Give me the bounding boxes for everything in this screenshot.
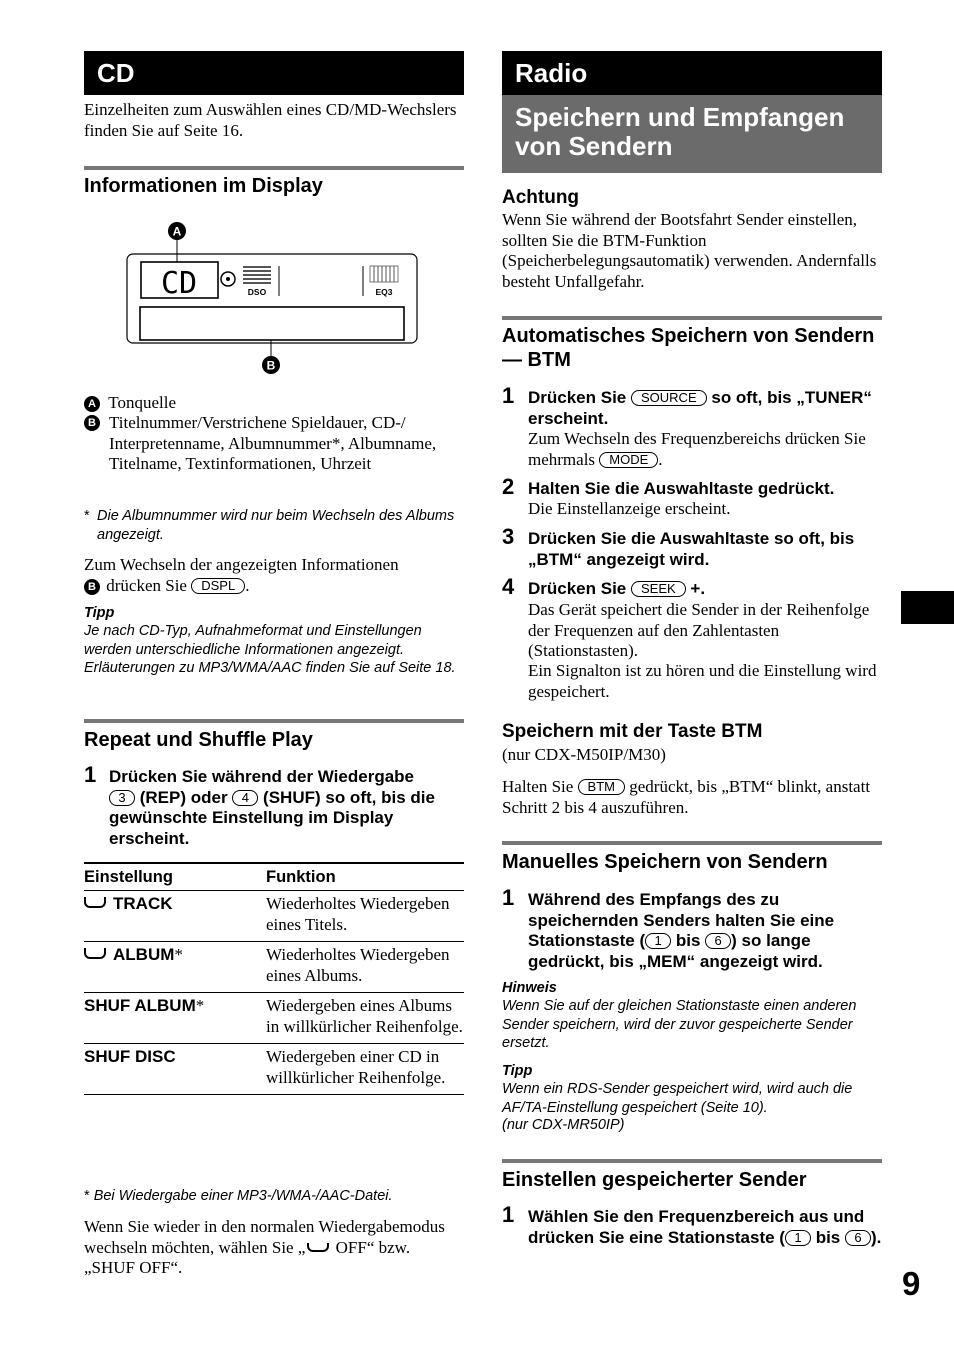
- repeat-rule: [84, 719, 464, 723]
- eq3-indicator: [370, 266, 398, 297]
- callout-b: [262, 340, 280, 374]
- footnote-1: * Die Albumnummer wird nur beim Wechseln des Albums angezeigt.: [84, 508, 455, 543]
- label-b-icon: B: [84, 415, 100, 431]
- dso-indicator: [243, 266, 271, 297]
- btm-heading: Automatisches Speichern von Sendern — BTM: [502, 325, 875, 371]
- btm-key-heading: Speichern mit der Taste BTM: [502, 721, 763, 742]
- btm-key-text: Halten Sie BTM gedrückt, bis „BTM“ blinkt, anstatt Schritt 2 bis 4 auszuführen.: [502, 777, 871, 817]
- svg-text:EQ3: EQ3: [375, 287, 393, 297]
- repeat-icon: [307, 1243, 329, 1252]
- tipp-model-right: (nur CDX-MR50IP): [502, 1117, 625, 1133]
- footnote-2: * Bei Wiedergabe einer MP3-/WMA-/AAC-Datei.: [84, 1188, 393, 1204]
- repeat-step-1: Drücken Sie während der Wiedergabe 3 (REP) oder 4 (SHUF) so oft, bis die gewünschte Einstellung im Display erscheint.: [109, 767, 435, 848]
- legend-a-text: Tonquelle: [108, 393, 176, 412]
- label-a-icon: A: [84, 396, 100, 412]
- tipp-title-left: Tipp: [84, 605, 115, 621]
- repeat-heading: Repeat und Shuffle Play: [84, 729, 313, 751]
- recall-step-1-num: 1: [502, 1202, 515, 1227]
- text-box: [140, 307, 404, 340]
- key-3[interactable]: 3: [109, 790, 135, 806]
- repeat-step-1-num: 1: [84, 762, 97, 787]
- key-6[interactable]: 6: [845, 1230, 871, 1246]
- cd-intro: Einzelheiten zum Auswählen eines CD/MD-Wechslers finden Sie auf Seite 16.: [84, 100, 457, 140]
- cd-title-banner: [84, 51, 464, 95]
- manual-step-1-num: 1: [502, 885, 515, 910]
- dspl-key[interactable]: DSPL: [191, 578, 245, 594]
- manual-rule: [502, 841, 882, 845]
- btm-step-2: Halten Sie die Auswahltaste gedrückt.: [528, 479, 835, 498]
- svg-text:CD: CD: [160, 266, 198, 301]
- source-key[interactable]: SOURCE: [631, 390, 707, 406]
- info-heading: Informationen im Display: [84, 175, 323, 197]
- btm-step-2-body: Die Einstellanzeige erscheint.: [528, 499, 731, 518]
- store-title-banner: [502, 95, 882, 173]
- legend-a: [84, 393, 464, 414]
- svg-text:B: B: [266, 358, 276, 373]
- table-header: [84, 863, 464, 891]
- label-b-icon: B: [84, 579, 100, 595]
- btm-step-4-body2: Ein Signalton ist zu hören und die Einstellung wird gespeichert.: [528, 661, 877, 701]
- repeat-icon: [84, 948, 106, 959]
- disc-icon: [221, 272, 235, 286]
- btm-step-4-num: 4: [502, 574, 515, 599]
- hinweis-title: Hinweis: [502, 980, 557, 996]
- col-funktion: Funktion: [266, 863, 464, 891]
- recall-step-1: Wählen Sie den Frequenzbereich aus und drücken Sie eine Stationstaste ( 1 bis 6 ).: [528, 1207, 882, 1247]
- store-title: Speichern und Empfangen von Sendern: [515, 102, 845, 161]
- repeat-icon: [84, 897, 106, 908]
- legend-b-text: Titelnummer/Verstrichene Spieldauer, CD-/ Interpretenname, Albumnummer*, Albumname, Titelname, Textinformationen, Uhrzeit: [109, 413, 437, 473]
- cd-title: CD: [97, 58, 135, 88]
- page-tab-marker: [901, 591, 954, 624]
- svg-text:DSO: DSO: [247, 287, 267, 297]
- btm-step-1-num: 1: [502, 383, 515, 408]
- table-row: ALBUM* Wiederholtes Wiedergeben eines Albums.: [84, 942, 464, 993]
- normal-mode-text: Wenn Sie wieder in den normalen Wiedergabemodus wechseln möchten, wählen Sie „ OFF“ bzw. „SHUF OFF“.: [84, 1217, 445, 1277]
- switch-info-text: Zum Wechseln der angezeigten Informationen B drücken Sie DSPL .: [84, 555, 399, 595]
- key-6[interactable]: 6: [705, 933, 731, 949]
- radio-title: Radio: [515, 58, 588, 88]
- achtung-text: Wenn Sie während der Bootsfahrt Sender einstellen, sollten Sie die BTM-Funktion (Speicherbelegungsautomatik) verwenden. Andernfalls besteht Unfallgefahr.: [502, 210, 877, 291]
- display-diagram: [120, 218, 424, 378]
- recall-heading: Einstellen gespeicherter Sender: [502, 1169, 807, 1191]
- recall-rule: [502, 1159, 882, 1163]
- achtung-heading: Achtung: [502, 187, 580, 208]
- col-einstellung: Einstellung: [84, 863, 266, 891]
- manual-heading: Manuelles Speichern von Sendern: [502, 851, 828, 873]
- table-row: SHUF ALBUM* Wiedergeben eines Albums in willkürlicher Reihenfolge.: [84, 993, 464, 1044]
- tipp-text-right: Wenn ein RDS-Sender gespeichert wird, wird auch die AF/TA-Einstellung gespeichert (Seite 10).: [502, 1081, 853, 1116]
- legend-b: [84, 413, 464, 475]
- btm-step-1-body: Zum Wechseln des Frequenzbereichs drücken Sie mehrmals MODE .: [528, 429, 866, 469]
- hinweis-text: Wenn Sie auf der gleichen Stationstaste einen anderen Sender speichern, wird der zuvor gespeicherte Sender ersetzt.: [502, 998, 857, 1051]
- key-1[interactable]: 1: [645, 933, 671, 949]
- key-4[interactable]: 4: [232, 790, 258, 806]
- btm-rule: [502, 316, 882, 320]
- key-1[interactable]: 1: [785, 1230, 811, 1246]
- manual-step-1: Während des Empfangs des zu speichernden Senders halten Sie eine Stationstaste ( 1 bis 6 ) so lange gedrückt, bis „MEM“ angezeigt wird.: [528, 890, 835, 971]
- btm-step-3: Drücken Sie die Auswahltaste so oft, bis „BTM“ angezeigt wird.: [528, 529, 855, 569]
- btm-step-1: Drücken Sie SOURCE so oft, bis „TUNER“ erscheint.: [528, 388, 872, 428]
- function-table: [84, 862, 464, 1095]
- btm-key-model: (nur CDX-M50IP/M30): [502, 745, 666, 764]
- mode-key[interactable]: MODE: [599, 452, 658, 468]
- page-number: 9: [902, 1265, 921, 1302]
- svg-text:A: A: [172, 224, 182, 239]
- table-row: SHUF DISC Wiedergeben einer CD in willkürlicher Reihenfolge.: [84, 1044, 464, 1095]
- btm-step-4-body1: Das Gerät speichert die Sender in der Reihenfolge der Frequenzen auf den Zahlentasten (Stationstasten).: [528, 600, 870, 660]
- btm-step-3-num: 3: [502, 524, 515, 549]
- info-rule: [84, 166, 464, 170]
- callout-a: [168, 222, 186, 262]
- table-row: TRACK Wiederholtes Wiedergeben eines Titels.: [84, 891, 464, 942]
- tipp-text-left: Je nach CD-Typ, Aufnahmeformat und Einstellungen werden unterschiedliche Informationen angezeigt. Erläuterungen zu MP3/WMA/AAC finden Sie auf Seite 18.: [84, 623, 456, 676]
- btm-key[interactable]: BTM: [578, 779, 625, 795]
- radio-title-banner: [502, 51, 882, 95]
- tipp-title-right: Tipp: [502, 1063, 533, 1079]
- btm-step-4: Drücken Sie SEEK +.: [528, 579, 706, 598]
- btm-step-2-num: 2: [502, 474, 515, 499]
- seek-key[interactable]: SEEK: [631, 581, 686, 597]
